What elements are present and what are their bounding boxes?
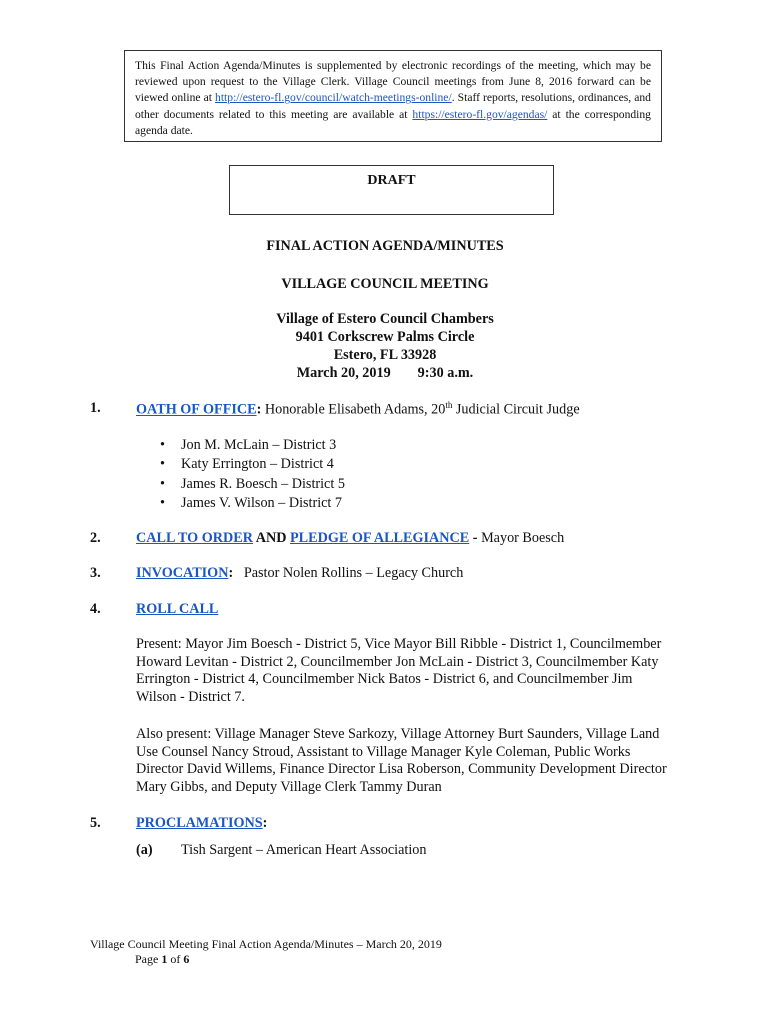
item-colon: :	[262, 815, 268, 831]
item-number: 2.	[90, 530, 101, 546]
meeting-title: VILLAGE COUNCIL MEETING	[281, 276, 489, 292]
list-item: • Katy Errington – District 4	[160, 455, 345, 474]
recording-notice	[124, 50, 662, 142]
oath-officiant: Honorable Elisabeth Adams, 20	[261, 401, 446, 418]
page-of: of	[167, 952, 184, 966]
item-number: 4.	[90, 601, 101, 617]
item-colon: :	[256, 401, 262, 418]
roll-call-link[interactable]: ROLL CALL	[136, 601, 219, 617]
and-text: AND	[252, 530, 291, 546]
page-prefix: Page	[135, 952, 162, 966]
ordinal-suffix: th	[445, 400, 453, 410]
venue: Village of Estero Council Chambers	[276, 311, 494, 327]
invocation-link[interactable]: INVOCATION	[136, 565, 229, 581]
members-list	[160, 436, 345, 513]
page-footer	[90, 937, 442, 967]
pledge-of-allegiance-link[interactable]: PLEDGE OF ALLEGIANCE	[290, 530, 470, 546]
call-presenter: Mayor Boesch	[481, 530, 565, 546]
call-to-order-link[interactable]: CALL TO ORDER	[136, 530, 253, 546]
also-present-paragraph: Also present: Village Manager Steve Sarkozy, Village Attorney Burt Saunders, Village Land Use Counsel Nancy Stroud, Assistant to Village Manager Kyle Coleman, Public Works Director David Willems, Finance Director Lisa Roberson, Community Development Director Mary Gibbs, and Deputy Village Clerk Tammy Duran	[136, 726, 667, 795]
list-item: • James V. Wilson – District 7	[160, 494, 345, 513]
oath-of-office-link[interactable]: OATH OF OFFICE	[136, 401, 257, 418]
list-item: • James R. Boesch – District 5	[160, 475, 345, 494]
subitem-letter: (a)	[136, 842, 153, 858]
notice-text-2: . Staff reports, resolutions, ordinances, and other documents related to this meeting are available at	[135, 91, 651, 121]
draft-label: DRAFT	[229, 165, 554, 215]
proclamations-link[interactable]: PROCLAMATIONS	[136, 815, 263, 831]
list-item: • Jon M. McLain – District 3	[160, 436, 345, 455]
address: 9401 Corkscrew Palms Circle	[295, 329, 475, 345]
dash-text: -	[469, 530, 482, 546]
footer-title: Village Council Meeting Final Action Agenda/Minutes – March 20, 2019	[90, 937, 442, 951]
item-number: 3.	[90, 565, 101, 581]
page-number	[90, 952, 442, 967]
subitem-text: Tish Sargent – American Heart Association	[181, 842, 427, 858]
city: Estero, FL 33928	[333, 347, 437, 363]
meeting-time: 9:30 a.m.	[417, 365, 474, 381]
document-title: FINAL ACTION AGENDA/MINUTES	[266, 238, 504, 254]
notice-text-3: at the corresponding agenda date.	[135, 107, 651, 137]
page-total: 6	[183, 952, 190, 966]
oath-officiant-rest: Judicial Circuit Judge	[452, 401, 580, 418]
item-number: 1.	[90, 400, 101, 416]
meeting-date: March 20, 2019	[296, 365, 391, 381]
watch-meetings-link[interactable]: http://estero-fl.gov/council/watch-meetings-online/	[215, 91, 452, 105]
agendas-link[interactable]: https://estero-fl.gov/agendas/	[412, 107, 548, 121]
invocation-speaker: Pastor Nolen Rollins – Legacy Church	[233, 565, 464, 581]
notice-text-1: This Final Action Agenda/Minutes is supplemented by electronic recordings of the meeting, which may be reviewed upon request to the Village Clerk. Village Council meetings from June 8, 2016 forward can be viewed online at	[135, 59, 651, 105]
item-number: 5.	[90, 815, 101, 831]
item-colon: :	[228, 565, 234, 581]
meeting-datetime	[0, 365, 770, 382]
page-current: 1	[161, 952, 168, 966]
present-paragraph: Present: Mayor Jim Boesch - District 5, Vice Mayor Bill Ribble - District 1, Councilmember Howard Levitan - District 2, Councilmember Jon McLain - District 3, Councilmember Katy Errington - District 4, Councilmember Nick Batos - District 6, and Councilmember Jim Wilson - District 7.	[136, 636, 662, 705]
